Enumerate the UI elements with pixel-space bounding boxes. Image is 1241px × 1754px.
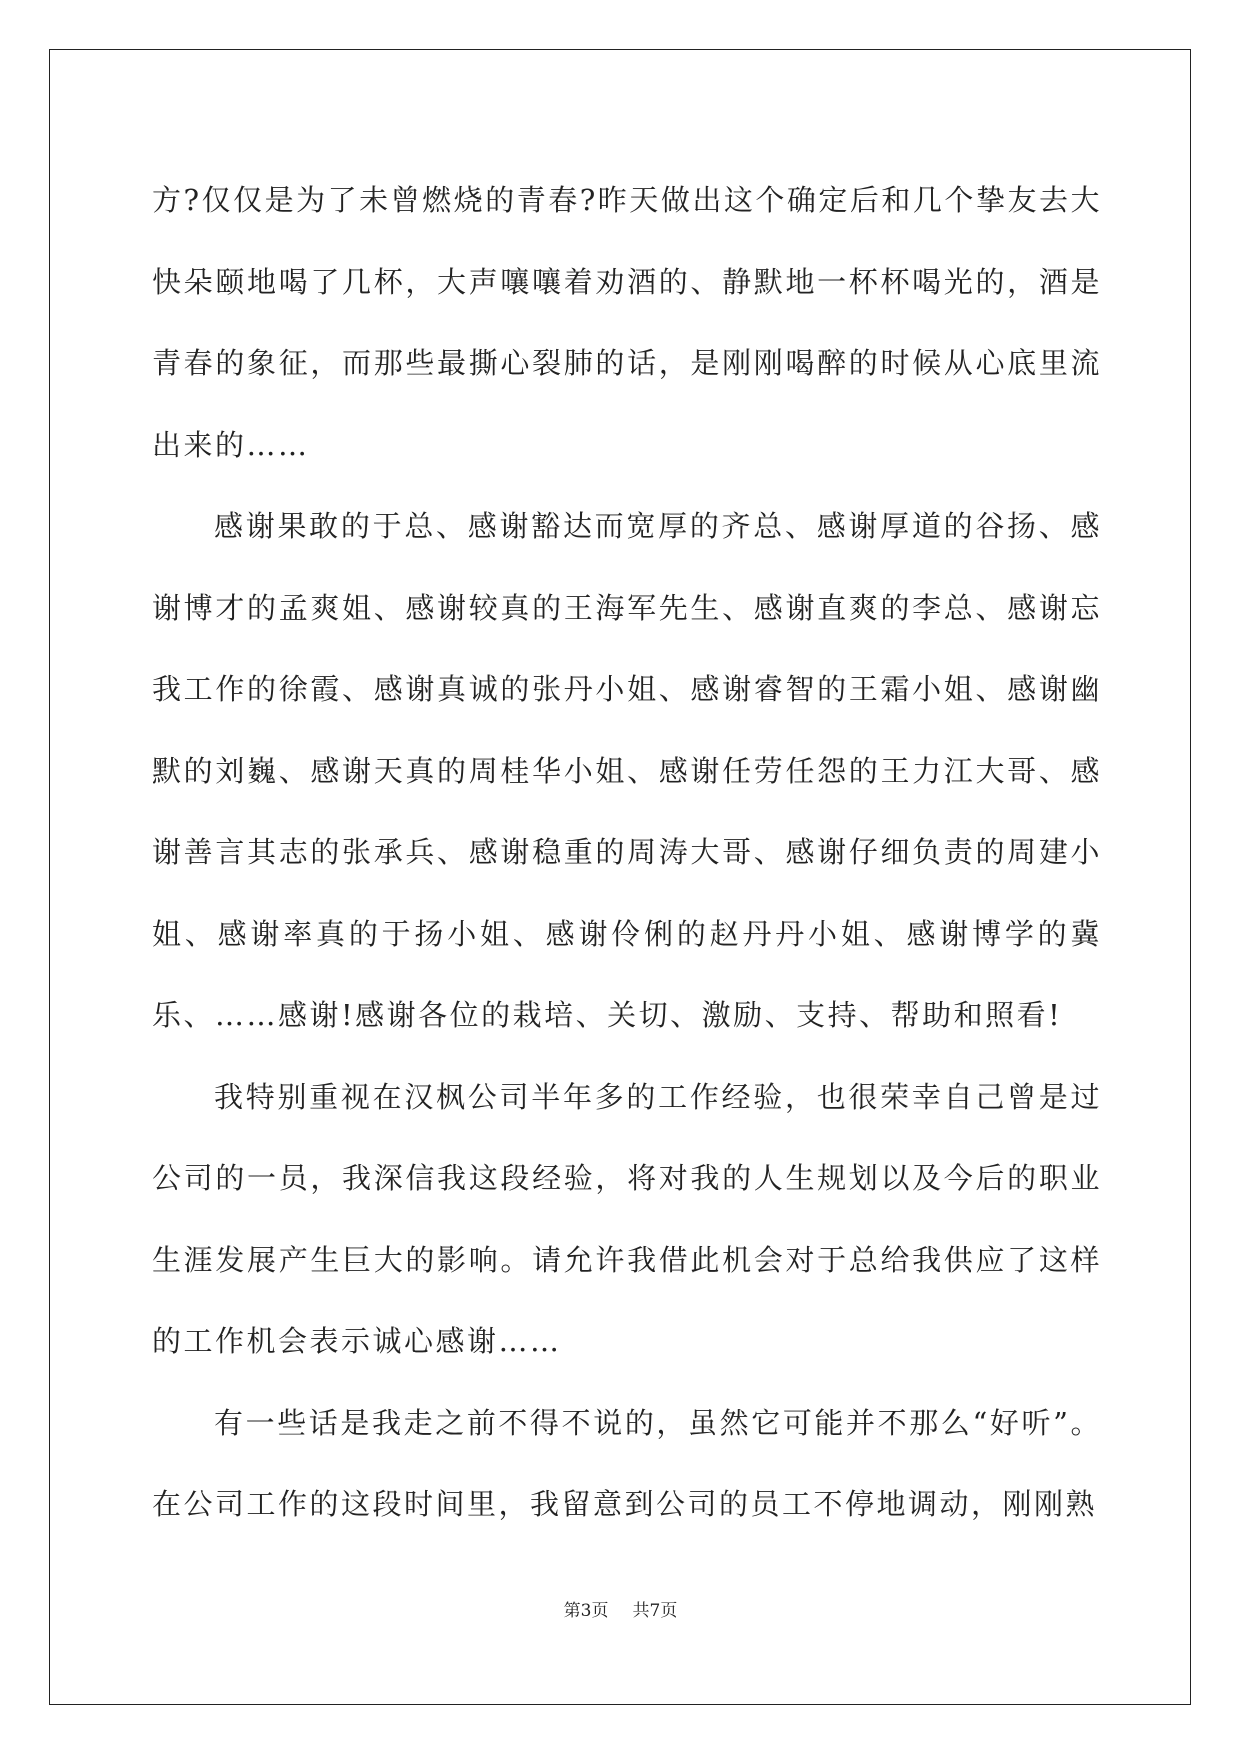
page-total: 共7页	[632, 1601, 678, 1621]
paragraph-thanks: 感谢果敢的于总、感谢豁达而宽厚的齐总、感谢厚道的谷扬、感谢博才的孟爽姐、感谢较真的王海军先生、感谢直爽的李总、感谢忘我工作的徐霞、感谢真诚的张丹小姐、感谢睿智的王霜小姐、感谢幽默的刘巍、感谢天真的周桂华小姐、感谢任劳任怨的王力江大哥、感谢善言其志的张承兵、感谢稳重的周涛大哥、感谢仔细负责的周建小姐、感谢率真的于扬小姐、感谢伶俐的赵丹丹小姐、感谢博学的冀乐、……感谢!感谢各位的栽培、关切、激励、支持、帮助和照看!	[152, 509, 1102, 1032]
paragraph-experience: 我特别重视在汉枫公司半年多的工作经验，也很荣幸自己曾是过公司的一员，我深信我这段经验，将对我的人生规划以及今后的职业生涯发展产生巨大的影响。请允许我借此机会对于总给我供应了这样的工作机会表示诚心感谢……	[152, 1079, 1102, 1358]
page-number: 第3页	[563, 1601, 609, 1621]
document-body	[152, 160, 1102, 1546]
paragraph-continued: 方?仅仅是为了未曾燃烧的青春?昨天做出这个确定后和几个挚友去大快朵颐地喝了几杯，大声嚷嚷着劝酒的、静默地一杯杯喝光的，酒是青春的象征，而那些最撕心裂肺的话，是刚刚喝醉的时候从心底里流出来的……	[152, 183, 1102, 462]
page-footer	[0, 1596, 1241, 1621]
paragraph-remarks: 有一些话是我走之前不得不说的，虽然它可能并不那么“好听”。在公司工作的这段时间里，我留意到公司的员工不停地调动，刚刚熟	[152, 1405, 1102, 1521]
